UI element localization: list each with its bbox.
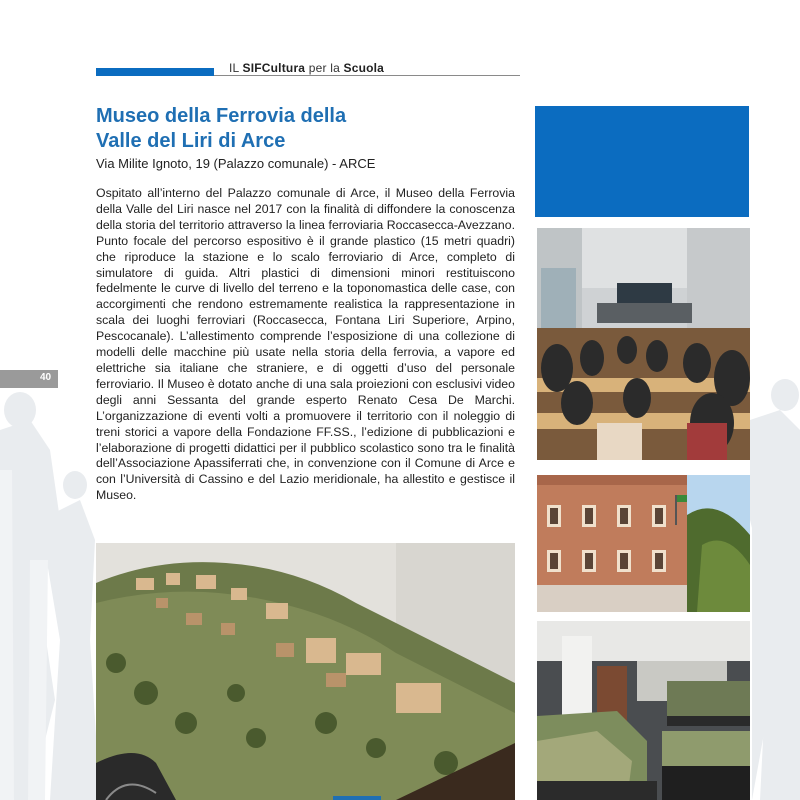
title-line-2: Valle del Liri di Arce bbox=[96, 130, 286, 152]
header-brand: SIFCultura bbox=[242, 61, 306, 75]
article-title bbox=[96, 104, 496, 154]
blue-decorative-box bbox=[535, 106, 749, 217]
running-header bbox=[229, 61, 384, 75]
header-accent-bar bbox=[96, 68, 214, 76]
header-middle: per la bbox=[308, 61, 340, 75]
title-line-1: Museo della Ferrovia della bbox=[96, 105, 347, 127]
railway-model-photo bbox=[96, 543, 515, 800]
article-body: Ospitato all’interno del Palazzo comunale di Arce, il Museo della Ferrovia della Valle del Liri nasce nel 2017 con la finalità di diffondere la conoscenza della storia del territorio attraverso la linea ferroviaria Roccasecca-Avezzano. Punto focale del percorso espositivo è il grande plastico (15 metri quadri) che riproduce la stazione e lo scalo ferroviario di Arce, completo di simulatore di guida. Altri plastici di dimensioni minori restituiscono fedelmente le curve di livello del terreno e la toponomastica delle case, con accorgimenti che rendono estremamente realistica la rappresentazione in scala dei luoghi ferroviari (Roccasecca, Fontana Liri Superiore, Arpino, Pescocanale). L’allestimento comprende l’esposizione di una collezione di modelli delle macchine più usate nella storia della ferrovia, a vapore ed elettriche sia italiane che straniere, e di oggetti d’uso del personale ferroviario. Il Museo è dotato anche di una sala proiezioni con esclusivi video degli anni Sessanta del grande esperto Renato Cesa De Marchi. L’organizzazione di eventi volti a promuovere il territorio con il noleggio di treni storici a vapore della Fondazione FF.SS., l’edizione di pubblicazioni e l’elaborazione di progetti didattici per il pubblico scolastico sono tra le finalità dell’Associazione Apassiferrati che, in convenzione con il Comune di Arce e con l’Università di Cassino e del Lazio meridionale, ha allestito e gestisce il Museo. bbox=[96, 186, 515, 503]
museum-address: Via Milite Ignoto, 19 (Palazzo comunale) - ARCE bbox=[96, 156, 376, 171]
header-rule bbox=[214, 75, 520, 76]
conference-room-photo bbox=[537, 228, 750, 460]
bottom-accent-mark bbox=[333, 796, 381, 800]
header-prefix: IL bbox=[229, 61, 239, 75]
page-number: 40 bbox=[40, 372, 52, 383]
model-display-photo bbox=[537, 621, 750, 800]
header-section: Scuola bbox=[343, 61, 385, 75]
palazzo-building-photo bbox=[537, 475, 750, 612]
